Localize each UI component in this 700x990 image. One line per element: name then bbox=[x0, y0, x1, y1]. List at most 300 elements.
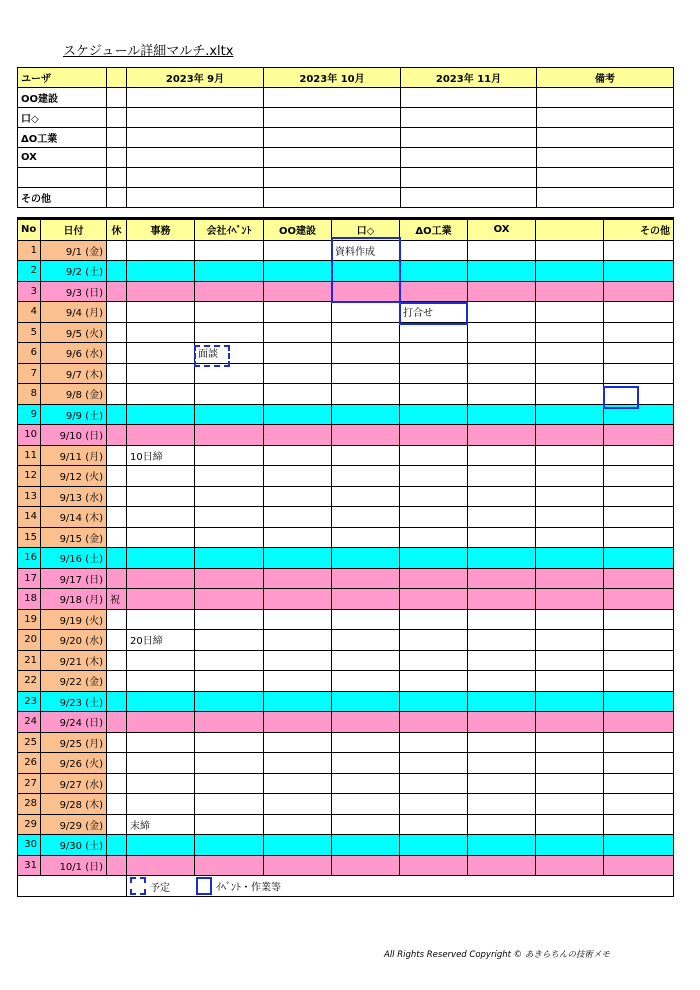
blank-cell[interactable] bbox=[536, 261, 604, 282]
company-event-cell[interactable] bbox=[195, 445, 264, 466]
client-cell-kuchi[interactable] bbox=[332, 404, 400, 425]
blank-cell[interactable] bbox=[536, 630, 604, 651]
holiday-cell[interactable] bbox=[107, 753, 127, 774]
holiday-cell[interactable] bbox=[107, 384, 127, 405]
client-cell-delta-kogyo[interactable] bbox=[400, 527, 468, 548]
client-cell-kuchi[interactable] bbox=[332, 835, 400, 856]
client-cell-ox[interactable] bbox=[468, 425, 536, 446]
day-row bbox=[18, 712, 674, 733]
other-cell[interactable] bbox=[604, 281, 674, 302]
client-cell-oo-kensetsu[interactable] bbox=[264, 322, 332, 343]
jimu-cell[interactable] bbox=[127, 712, 195, 733]
client-cell-delta-kogyo[interactable] bbox=[400, 363, 468, 384]
other-cell[interactable] bbox=[604, 671, 674, 692]
blank-cell[interactable] bbox=[536, 302, 604, 323]
client-cell-ox[interactable] bbox=[468, 630, 536, 651]
client-cell-ox[interactable] bbox=[468, 650, 536, 671]
company-event-cell[interactable] bbox=[195, 322, 264, 343]
company-event-cell[interactable] bbox=[195, 527, 264, 548]
jimu-cell[interactable] bbox=[127, 507, 195, 528]
other-cell[interactable] bbox=[604, 691, 674, 712]
company-event-cell[interactable] bbox=[195, 281, 264, 302]
company-event-cell[interactable] bbox=[195, 302, 264, 323]
company-event-cell[interactable] bbox=[195, 773, 264, 794]
other-cell[interactable] bbox=[604, 794, 674, 815]
blank-cell[interactable] bbox=[536, 589, 604, 610]
other-cell[interactable] bbox=[604, 773, 674, 794]
blank-cell[interactable] bbox=[536, 343, 604, 364]
client-cell-delta-kogyo[interactable] bbox=[400, 814, 468, 835]
client-cell-kuchi[interactable] bbox=[332, 691, 400, 712]
company-event-cell[interactable] bbox=[195, 691, 264, 712]
client-cell-oo-kensetsu[interactable] bbox=[264, 302, 332, 323]
client-cell-delta-kogyo[interactable] bbox=[400, 753, 468, 774]
holiday-cell[interactable] bbox=[107, 281, 127, 302]
holiday-cell[interactable] bbox=[107, 650, 127, 671]
client-cell-oo-kensetsu[interactable] bbox=[264, 712, 332, 733]
client-cell-delta-kogyo[interactable] bbox=[400, 445, 468, 466]
client-cell-oo-kensetsu[interactable] bbox=[264, 568, 332, 589]
client-cell-oo-kensetsu[interactable] bbox=[264, 425, 332, 446]
day-row bbox=[18, 691, 674, 712]
company-event-cell[interactable] bbox=[195, 548, 264, 569]
day-number: 13 bbox=[18, 486, 41, 507]
client-cell-oo-kensetsu[interactable] bbox=[264, 240, 332, 261]
blank-cell[interactable] bbox=[536, 650, 604, 671]
holiday-cell[interactable]: 祝 bbox=[107, 589, 127, 610]
client-cell-oo-kensetsu[interactable] bbox=[264, 589, 332, 610]
jimu-cell[interactable] bbox=[127, 343, 195, 364]
other-cell[interactable] bbox=[604, 363, 674, 384]
client-cell-oo-kensetsu[interactable] bbox=[264, 814, 332, 835]
blank-cell[interactable] bbox=[536, 548, 604, 569]
company-event-cell[interactable] bbox=[195, 630, 264, 651]
other-cell[interactable] bbox=[604, 527, 674, 548]
blank-cell[interactable] bbox=[536, 753, 604, 774]
jimu-cell[interactable]: 末締 bbox=[127, 814, 195, 835]
other-cell[interactable] bbox=[604, 753, 674, 774]
jimu-cell[interactable] bbox=[127, 753, 195, 774]
client-cell-delta-kogyo[interactable] bbox=[400, 855, 468, 876]
client-cell-ox[interactable] bbox=[468, 302, 536, 323]
client-cell-ox[interactable] bbox=[468, 589, 536, 610]
company-event-cell[interactable] bbox=[195, 589, 264, 610]
holiday-cell[interactable] bbox=[107, 302, 127, 323]
client-cell-oo-kensetsu[interactable] bbox=[264, 445, 332, 466]
jimu-cell[interactable] bbox=[127, 650, 195, 671]
client-cell-kuchi[interactable] bbox=[332, 773, 400, 794]
company-event-cell[interactable] bbox=[195, 753, 264, 774]
day-number: 24 bbox=[18, 712, 41, 733]
jimu-cell[interactable] bbox=[127, 548, 195, 569]
event-box-shiryou-sakusei[interactable] bbox=[331, 237, 401, 303]
client-cell-delta-kogyo[interactable] bbox=[400, 425, 468, 446]
client-cell-delta-kogyo[interactable] bbox=[400, 322, 468, 343]
holiday-cell[interactable] bbox=[107, 630, 127, 651]
day-row bbox=[18, 835, 674, 856]
client-cell-delta-kogyo[interactable] bbox=[400, 650, 468, 671]
other-cell[interactable] bbox=[604, 712, 674, 733]
client-cell-kuchi[interactable] bbox=[332, 732, 400, 753]
holiday-cell[interactable] bbox=[107, 568, 127, 589]
client-cell-oo-kensetsu[interactable] bbox=[264, 732, 332, 753]
event-box-uchiawase[interactable] bbox=[399, 302, 468, 325]
client-cell-delta-kogyo[interactable] bbox=[400, 261, 468, 282]
client-cell-kuchi[interactable] bbox=[332, 507, 400, 528]
client-cell-delta-kogyo[interactable] bbox=[400, 507, 468, 528]
client-cell-ox[interactable] bbox=[468, 384, 536, 405]
other-cell[interactable] bbox=[604, 814, 674, 835]
blank-cell[interactable] bbox=[536, 384, 604, 405]
client-cell-oo-kensetsu[interactable] bbox=[264, 753, 332, 774]
holiday-cell[interactable] bbox=[107, 527, 127, 548]
jimu-cell[interactable] bbox=[127, 261, 195, 282]
client-cell-kuchi[interactable] bbox=[332, 589, 400, 610]
blank-cell[interactable] bbox=[536, 794, 604, 815]
blank-cell[interactable] bbox=[536, 363, 604, 384]
jimu-cell[interactable] bbox=[127, 404, 195, 425]
other-cell[interactable] bbox=[604, 732, 674, 753]
day-row bbox=[18, 425, 674, 446]
client-cell-kuchi[interactable] bbox=[332, 548, 400, 569]
blank-cell[interactable] bbox=[536, 240, 604, 261]
other-cell[interactable] bbox=[604, 445, 674, 466]
client-cell-delta-kogyo[interactable] bbox=[400, 835, 468, 856]
client-cell-ox[interactable] bbox=[468, 609, 536, 630]
client-cell-kuchi[interactable] bbox=[332, 425, 400, 446]
client-cell-delta-kogyo[interactable] bbox=[400, 609, 468, 630]
client-cell-delta-kogyo[interactable] bbox=[400, 548, 468, 569]
holiday-cell[interactable] bbox=[107, 773, 127, 794]
other-cell[interactable] bbox=[604, 261, 674, 282]
client-cell-kuchi[interactable] bbox=[332, 527, 400, 548]
client-cell-ox[interactable] bbox=[468, 691, 536, 712]
company-event-cell[interactable] bbox=[195, 650, 264, 671]
holiday-cell[interactable] bbox=[107, 343, 127, 364]
client-cell-delta-kogyo[interactable] bbox=[400, 589, 468, 610]
holiday-cell[interactable] bbox=[107, 732, 127, 753]
other-cell[interactable] bbox=[604, 240, 674, 261]
client-cell-delta-kogyo[interactable] bbox=[400, 630, 468, 651]
holiday-cell[interactable] bbox=[107, 691, 127, 712]
client-cell-oo-kensetsu[interactable] bbox=[264, 548, 332, 569]
blank-cell[interactable] bbox=[536, 466, 604, 487]
company-event-cell[interactable] bbox=[195, 404, 264, 425]
company-event-cell[interactable] bbox=[195, 794, 264, 815]
client-cell-oo-kensetsu[interactable] bbox=[264, 281, 332, 302]
client-cell-ox[interactable] bbox=[468, 794, 536, 815]
client-cell-delta-kogyo[interactable] bbox=[400, 671, 468, 692]
client-cell-ox[interactable] bbox=[468, 548, 536, 569]
day-date: 9/19 (火) bbox=[41, 609, 107, 630]
client-cell-ox[interactable] bbox=[468, 712, 536, 733]
company-event-cell[interactable] bbox=[195, 486, 264, 507]
other-cell[interactable] bbox=[604, 855, 674, 876]
day-number: 1 bbox=[18, 240, 41, 261]
client-cell-kuchi[interactable] bbox=[332, 609, 400, 630]
client-cell-oo-kensetsu[interactable] bbox=[264, 650, 332, 671]
blank-cell[interactable] bbox=[536, 609, 604, 630]
company-event-cell[interactable] bbox=[195, 732, 264, 753]
client-cell-delta-kogyo[interactable] bbox=[400, 712, 468, 733]
client-cell-delta-kogyo[interactable] bbox=[400, 794, 468, 815]
other-cell[interactable] bbox=[604, 609, 674, 630]
client-cell-ox[interactable] bbox=[468, 835, 536, 856]
client-cell-kuchi[interactable] bbox=[332, 814, 400, 835]
client-cell-delta-kogyo[interactable] bbox=[400, 732, 468, 753]
other-cell[interactable] bbox=[604, 486, 674, 507]
holiday-cell[interactable] bbox=[107, 445, 127, 466]
client-cell-kuchi[interactable] bbox=[332, 630, 400, 651]
company-event-cell[interactable] bbox=[195, 425, 264, 446]
client-cell-kuchi[interactable]: 資料作成 bbox=[332, 240, 400, 261]
day-date: 9/28 (木) bbox=[41, 794, 107, 815]
company-event-cell[interactable] bbox=[195, 568, 264, 589]
holiday-cell[interactable] bbox=[107, 548, 127, 569]
client-cell-oo-kensetsu[interactable] bbox=[264, 384, 332, 405]
jimu-cell[interactable]: 20日締 bbox=[127, 630, 195, 651]
other-cell[interactable] bbox=[604, 548, 674, 569]
day-number: 11 bbox=[18, 445, 41, 466]
client-cell-ox[interactable] bbox=[468, 814, 536, 835]
client-cell-kuchi[interactable] bbox=[332, 363, 400, 384]
blank-cell[interactable] bbox=[536, 814, 604, 835]
client-cell-oo-kensetsu[interactable] bbox=[264, 507, 332, 528]
client-cell-kuchi[interactable] bbox=[332, 855, 400, 876]
holiday-cell[interactable] bbox=[107, 363, 127, 384]
client-cell-ox[interactable] bbox=[468, 753, 536, 774]
holiday-cell[interactable] bbox=[107, 322, 127, 343]
blank-cell[interactable] bbox=[536, 425, 604, 446]
blank-cell[interactable] bbox=[536, 732, 604, 753]
client-cell-ox[interactable] bbox=[468, 466, 536, 487]
holiday-cell[interactable] bbox=[107, 855, 127, 876]
jimu-cell[interactable] bbox=[127, 302, 195, 323]
holiday-cell[interactable] bbox=[107, 425, 127, 446]
company-event-cell[interactable] bbox=[195, 814, 264, 835]
blank-cell[interactable] bbox=[536, 691, 604, 712]
day-number: 30 bbox=[18, 835, 41, 856]
column-header: 口◇ bbox=[332, 219, 400, 241]
client-cell-oo-kensetsu[interactable] bbox=[264, 343, 332, 364]
client-cell-oo-kensetsu[interactable] bbox=[264, 609, 332, 630]
user-row bbox=[18, 108, 674, 128]
client-cell-oo-kensetsu[interactable] bbox=[264, 691, 332, 712]
client-cell-oo-kensetsu[interactable] bbox=[264, 527, 332, 548]
jimu-cell[interactable] bbox=[127, 855, 195, 876]
jimu-cell[interactable] bbox=[127, 322, 195, 343]
jimu-cell[interactable] bbox=[127, 589, 195, 610]
blank-cell[interactable] bbox=[536, 568, 604, 589]
holiday-cell[interactable] bbox=[107, 240, 127, 261]
blank-cell[interactable] bbox=[536, 527, 604, 548]
other-cell[interactable] bbox=[604, 425, 674, 446]
other-cell[interactable] bbox=[604, 507, 674, 528]
client-cell-delta-kogyo[interactable] bbox=[400, 281, 468, 302]
blank-cell[interactable] bbox=[536, 507, 604, 528]
holiday-cell[interactable] bbox=[107, 609, 127, 630]
client-cell-delta-kogyo[interactable]: 打合せ bbox=[400, 302, 468, 323]
client-cell-ox[interactable] bbox=[468, 855, 536, 876]
client-cell-kuchi[interactable] bbox=[332, 671, 400, 692]
other-cell[interactable] bbox=[604, 589, 674, 610]
client-cell-oo-kensetsu[interactable] bbox=[264, 835, 332, 856]
jimu-cell[interactable] bbox=[127, 794, 195, 815]
client-cell-oo-kensetsu[interactable] bbox=[264, 773, 332, 794]
client-cell-kuchi[interactable] bbox=[332, 445, 400, 466]
holiday-cell[interactable] bbox=[107, 466, 127, 487]
blank-cell[interactable] bbox=[536, 445, 604, 466]
client-cell-delta-kogyo[interactable] bbox=[400, 773, 468, 794]
jimu-cell[interactable]: 10日締 bbox=[127, 445, 195, 466]
jimu-cell[interactable] bbox=[127, 671, 195, 692]
blank-cell[interactable] bbox=[536, 404, 604, 425]
blank-cell[interactable] bbox=[536, 855, 604, 876]
company-event-cell[interactable] bbox=[195, 835, 264, 856]
company-event-cell[interactable] bbox=[195, 240, 264, 261]
client-cell-oo-kensetsu[interactable] bbox=[264, 671, 332, 692]
user-row bbox=[18, 168, 674, 188]
client-cell-oo-kensetsu[interactable] bbox=[264, 794, 332, 815]
other-cell[interactable] bbox=[604, 630, 674, 651]
client-cell-kuchi[interactable] bbox=[332, 712, 400, 733]
jimu-cell[interactable] bbox=[127, 835, 195, 856]
jimu-cell[interactable] bbox=[127, 486, 195, 507]
blank-cell[interactable] bbox=[536, 835, 604, 856]
blank-cell[interactable] bbox=[536, 712, 604, 733]
other-cell[interactable] bbox=[604, 343, 674, 364]
holiday-cell[interactable] bbox=[107, 794, 127, 815]
blank-cell[interactable] bbox=[536, 486, 604, 507]
blank-cell[interactable] bbox=[536, 773, 604, 794]
jimu-cell[interactable] bbox=[127, 240, 195, 261]
client-cell-kuchi[interactable] bbox=[332, 302, 400, 323]
day-row bbox=[18, 671, 674, 692]
client-cell-oo-kensetsu[interactable] bbox=[264, 630, 332, 651]
jimu-cell[interactable] bbox=[127, 384, 195, 405]
holiday-cell[interactable] bbox=[107, 814, 127, 835]
client-cell-delta-kogyo[interactable] bbox=[400, 404, 468, 425]
client-cell-delta-kogyo[interactable] bbox=[400, 240, 468, 261]
company-event-cell[interactable] bbox=[195, 855, 264, 876]
client-cell-oo-kensetsu[interactable] bbox=[264, 486, 332, 507]
client-cell-ox[interactable] bbox=[468, 568, 536, 589]
client-cell-kuchi[interactable] bbox=[332, 384, 400, 405]
client-cell-delta-kogyo[interactable] bbox=[400, 343, 468, 364]
company-event-cell[interactable] bbox=[195, 507, 264, 528]
client-cell-ox[interactable] bbox=[468, 445, 536, 466]
company-event-cell[interactable] bbox=[195, 712, 264, 733]
other-cell[interactable] bbox=[604, 835, 674, 856]
client-cell-ox[interactable] bbox=[468, 281, 536, 302]
company-event-cell[interactable] bbox=[195, 671, 264, 692]
jimu-cell[interactable] bbox=[127, 466, 195, 487]
client-cell-kuchi[interactable] bbox=[332, 650, 400, 671]
day-date: 9/26 (火) bbox=[41, 753, 107, 774]
other-cell[interactable] bbox=[604, 568, 674, 589]
jimu-cell[interactable] bbox=[127, 363, 195, 384]
client-cell-ox[interactable] bbox=[468, 404, 536, 425]
client-cell-ox[interactable] bbox=[468, 343, 536, 364]
planned-box-mendan[interactable] bbox=[194, 345, 230, 367]
jimu-cell[interactable] bbox=[127, 732, 195, 753]
holiday-cell[interactable] bbox=[107, 835, 127, 856]
jimu-cell[interactable] bbox=[127, 691, 195, 712]
company-event-cell[interactable] bbox=[195, 261, 264, 282]
client-cell-ox[interactable] bbox=[468, 240, 536, 261]
client-cell-kuchi[interactable] bbox=[332, 486, 400, 507]
day-date: 9/25 (月) bbox=[41, 732, 107, 753]
client-cell-kuchi[interactable] bbox=[332, 322, 400, 343]
other-cell[interactable] bbox=[604, 322, 674, 343]
holiday-cell[interactable] bbox=[107, 671, 127, 692]
daily-schedule-table bbox=[17, 217, 674, 897]
client-cell-oo-kensetsu[interactable] bbox=[264, 261, 332, 282]
jimu-cell[interactable] bbox=[127, 281, 195, 302]
client-cell-delta-kogyo[interactable] bbox=[400, 384, 468, 405]
event-box-notes[interactable] bbox=[603, 386, 639, 409]
other-cell[interactable] bbox=[604, 466, 674, 487]
blank-cell[interactable] bbox=[536, 322, 604, 343]
client-cell-kuchi[interactable] bbox=[332, 343, 400, 364]
holiday-cell[interactable] bbox=[107, 261, 127, 282]
holiday-cell[interactable] bbox=[107, 486, 127, 507]
client-cell-ox[interactable] bbox=[468, 261, 536, 282]
client-cell-kuchi[interactable] bbox=[332, 753, 400, 774]
company-event-cell[interactable] bbox=[195, 466, 264, 487]
holiday-cell[interactable] bbox=[107, 404, 127, 425]
holiday-cell[interactable] bbox=[107, 507, 127, 528]
jimu-cell[interactable] bbox=[127, 568, 195, 589]
other-cell[interactable] bbox=[604, 302, 674, 323]
company-event-cell[interactable] bbox=[195, 384, 264, 405]
day-row bbox=[18, 814, 674, 835]
jimu-cell[interactable] bbox=[127, 773, 195, 794]
client-cell-ox[interactable] bbox=[468, 671, 536, 692]
client-cell-ox[interactable] bbox=[468, 363, 536, 384]
client-cell-ox[interactable] bbox=[468, 507, 536, 528]
column-header: 日付 bbox=[41, 219, 107, 241]
jimu-cell[interactable] bbox=[127, 425, 195, 446]
client-cell-kuchi[interactable] bbox=[332, 568, 400, 589]
client-cell-delta-kogyo[interactable] bbox=[400, 568, 468, 589]
client-cell-oo-kensetsu[interactable] bbox=[264, 404, 332, 425]
company-event-cell[interactable]: 面談 bbox=[195, 343, 264, 364]
day-number: 8 bbox=[18, 384, 41, 405]
client-cell-oo-kensetsu[interactable] bbox=[264, 363, 332, 384]
jimu-cell[interactable] bbox=[127, 527, 195, 548]
client-cell-oo-kensetsu[interactable] bbox=[264, 855, 332, 876]
client-cell-delta-kogyo[interactable] bbox=[400, 691, 468, 712]
client-cell-ox[interactable] bbox=[468, 322, 536, 343]
column-header: OX bbox=[468, 219, 536, 241]
client-cell-kuchi[interactable] bbox=[332, 466, 400, 487]
client-cell-ox[interactable] bbox=[468, 732, 536, 753]
client-cell-kuchi[interactable] bbox=[332, 794, 400, 815]
client-cell-ox[interactable] bbox=[468, 773, 536, 794]
client-cell-delta-kogyo[interactable] bbox=[400, 486, 468, 507]
blank-cell[interactable] bbox=[536, 281, 604, 302]
client-cell-ox[interactable] bbox=[468, 527, 536, 548]
client-cell-delta-kogyo[interactable] bbox=[400, 466, 468, 487]
holiday-cell[interactable] bbox=[107, 712, 127, 733]
blank-cell[interactable] bbox=[536, 671, 604, 692]
client-cell-oo-kensetsu[interactable] bbox=[264, 466, 332, 487]
company-event-cell[interactable] bbox=[195, 609, 264, 630]
client-cell-ox[interactable] bbox=[468, 486, 536, 507]
other-cell[interactable] bbox=[604, 650, 674, 671]
jimu-cell[interactable] bbox=[127, 609, 195, 630]
